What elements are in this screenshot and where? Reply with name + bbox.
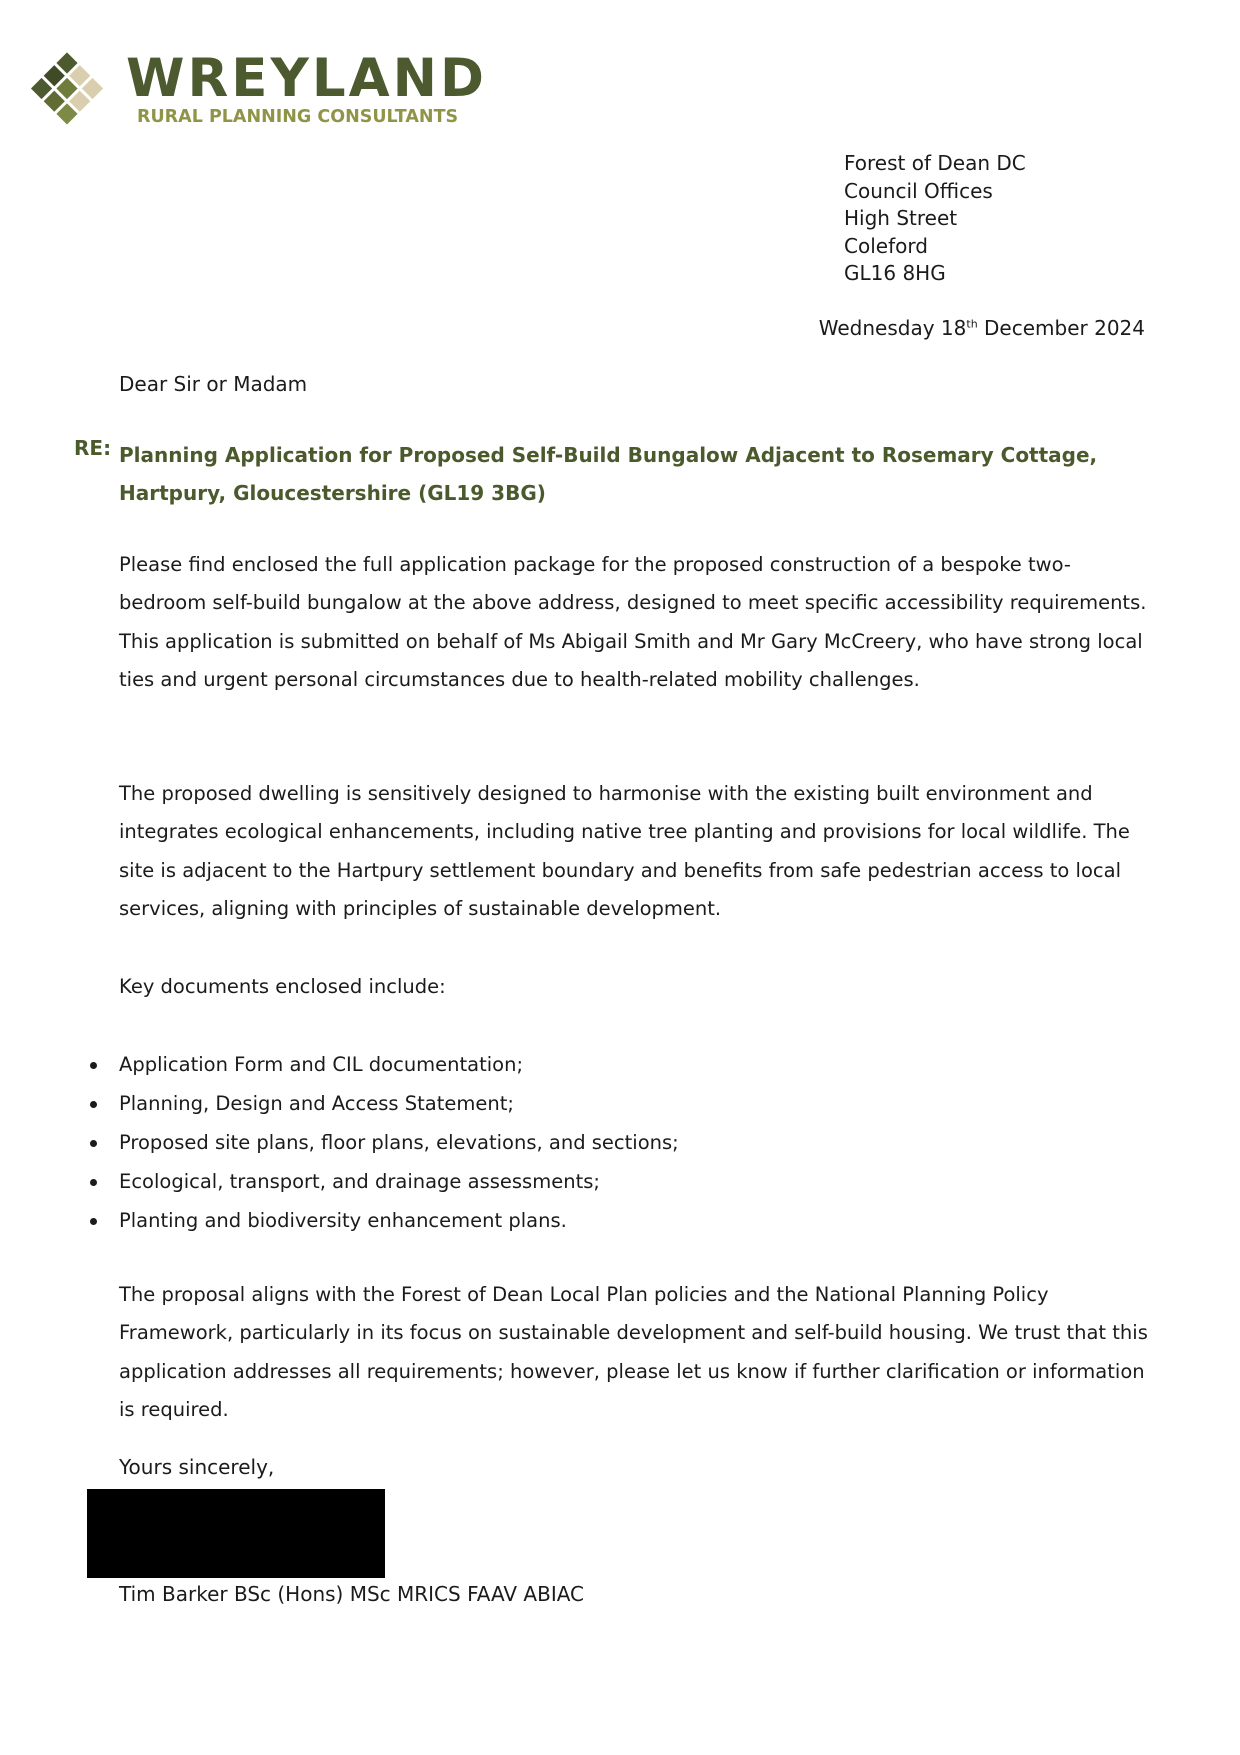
salutation: Dear Sir or Madam: [119, 372, 308, 396]
closing: Yours sincerely,: [119, 1455, 275, 1479]
list-item: Ecological, transport, and drainage assessments;: [119, 1162, 679, 1201]
list-item: Planting and biodiversity enhancement plans.: [119, 1201, 679, 1240]
date-day: Wednesday 18: [818, 316, 967, 340]
address-line: High Street: [844, 206, 958, 230]
signer-name: Tim Barker BSc (Hons) MSc MRICS FAAV ABIAC: [119, 1582, 585, 1606]
address-line: GL16 8HG: [844, 261, 946, 285]
redacted-signature: [87, 1489, 385, 1578]
address-line: Coleford: [844, 233, 928, 258]
body-paragraph-1: Please find enclosed the full application package for the proposed construction of a bespoke two-bedroom self-build bungalow at the above address, designed to meet specific accessibility requirements. This application is submitted on behalf of Ms Abigail Smith and Mr Gary McCreery, who have strong local ties and urgent personal circumstances due to health-related mobility challenges.: [119, 553, 1147, 691]
list-item: Application Form and CIL documentation;: [119, 1045, 679, 1084]
body-paragraph-2: The proposed dwelling is sensitively designed to harmonise with the existing built environment and integrates ecological enhancements, including native tree planting and provisions for local wildlife. The site is adjacent to the Hartpury settlement boundary and benefits from safe pedestrian access to local services, aligning with principles of sustainable development.: [119, 782, 1130, 920]
subject-heading: Planning Application for Proposed Self-Build Bungalow Adjacent to Rosemary Cottage, Hartpury, Gloucestershire (GL19 3BG): [119, 443, 1098, 505]
list-item: Planning, Design and Access Statement;: [119, 1084, 679, 1123]
company-tagline: RURAL PLANNING CONSULTANTS: [137, 107, 459, 127]
letter-date: [819, 316, 1145, 340]
body-paragraph-3: The proposal aligns with the Forest of Dean Local Plan policies and the National Planning Policy Framework, particularly in its focus on sustainable development and self-build housing. We trust that this application addresses all requirements; however, please let us know if further clarification or information is required.: [119, 1283, 1148, 1421]
address-line: Council Offices: [844, 178, 993, 203]
date-month-year: December 2024: [984, 316, 1145, 340]
company-logo: [22, 46, 492, 142]
recipient-address: [844, 150, 1026, 288]
address-line: Forest of Dean DC: [844, 151, 1026, 175]
company-name: WREYLAND: [126, 48, 487, 109]
list-item: Proposed site plans, floor plans, elevations, and sections;: [119, 1123, 679, 1162]
diamond-grid-logo-mark: [22, 46, 112, 138]
subject-label: RE:: [74, 436, 112, 460]
documents-list: [119, 1045, 679, 1240]
documents-intro: Key documents enclosed include:: [119, 975, 446, 998]
date-ordinal-suffix: th: [966, 317, 978, 331]
